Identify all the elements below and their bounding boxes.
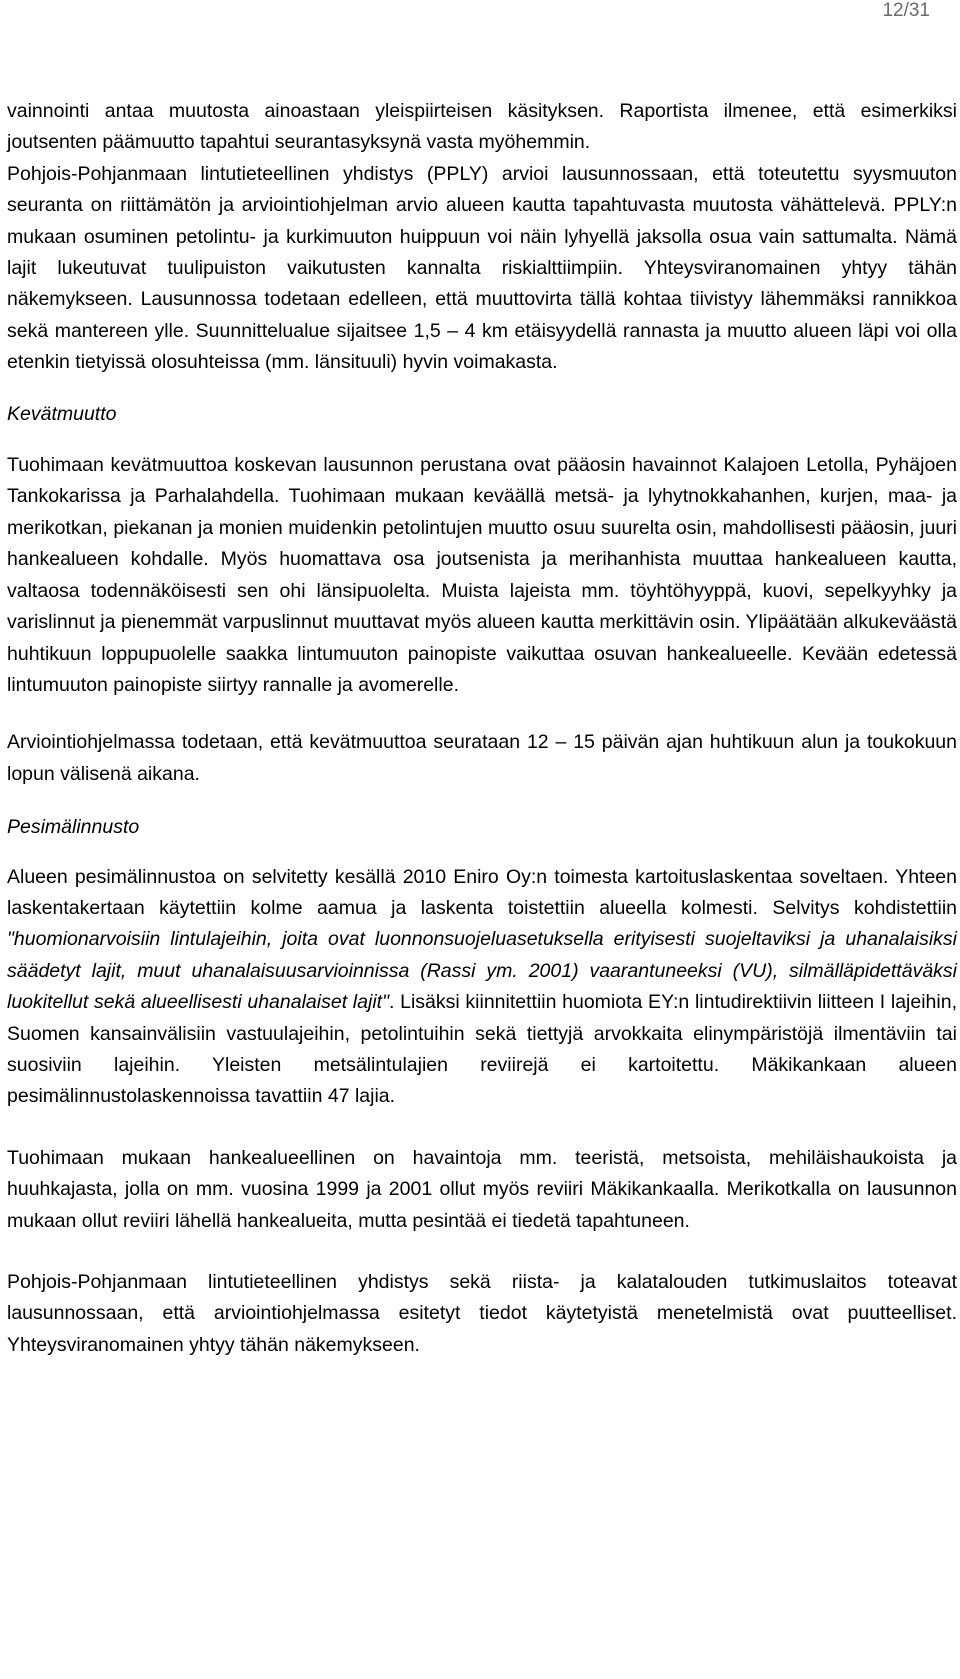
document-body [7,96,957,1361]
paragraph: Pohjois-Pohjanmaan lintutieteellinen yhdistys (PPLY) arvioi lausunnossaan, että toteutettu syysmuuton seuranta on riittämätön ja arviointiohjelman arvio alueen kautta tapahtuvasta muutosta vähättelevä. PPLY:n mukaan osuminen petolintu- ja kurkimuuton huippuun voi näin lyhyellä jaksolla osua vain sattumalta. Nämä lajit lukeutuvat tuulipuiston vaikutusten kannalta riskialttiimpiin. Yhteysviranomainen yhtyy tähän näkemykseen. Lausunnossa todetaan edelleen, että muuttovirta tällä kohtaa tiivistyy lähemmäksi rannikkoa sekä mantereen ylle. Suunnittelualue sijaitsee 1,5 – 4 km etäisyydellä rannasta ja muutto alueen läpi voi olla etenkin tietyissä olosuhteissa (mm. länsituuli) hyvin voimakasta. [7,162,957,374]
paragraph: Arviointiohjelmassa todetaan, että kevätmuuttoa seurataan 12 – 15 päivän ajan huhtikuun alun ja toukokuun lopun välisenä aikana. [7,731,957,785]
paragraph: vainnointi antaa muutosta ainoastaan yleispiirteisen käsityksen. Raportista ilmenee, että esimerkiksi joutsenten päämuutto tapahtui seurantasyksynä vasta myöhemmin. [7,100,957,154]
paragraph: Pohjois-Pohjanmaan lintutieteellinen yhdistys sekä riista- ja kalatalouden tutkimuslaitos toteavat lausunnossaan, että arviointiohjelmassa esitetyt tiedot käytetyistä menetelmistä ovat puutteelliset. Yhteysviranomainen yhtyy tähän näkemykseen. [7,1271,957,1356]
paragraph [7,862,957,1113]
page-number: 12/31 [882,0,930,21]
paragraph-text: . Lisäksi kiinnitettiin huomiota EY:n lintudirektiivin liitteen I lajeihin, Suomen kansainvälisiin vastuulajeihin, petolintuihin sekä tiettyjä arvokkaita elinympäristöjä ilmentäviin tai suosiviin lajeihin. Yleisten metsälintulajien reviirejä ei kartoitettu. Mäkikankaan alueen pesimälinnustolaskennoissa tavattiin 47 lajia. [7,991,957,1108]
quoted-definition: "huomionarvoisiin lintulajeihin, joita ovat luonnonsuojeluasetuksella erityisesti suojeltaviksi ja uhanalaisiksi säädetyt lajit, muut uhanalaisuusarvioinnissa (Rassi ym. 2001) vaarantuneeksi (VU), silmälläpidettäväksi luokitellut sekä alueellisesti uhanalaiset lajit" [7,928,957,1014]
section-heading-pesimalinnusto: Pesimälinnusto [7,816,140,839]
section-heading-kevatmuutto: Kevätmuutto [7,402,117,425]
paragraph-text: Alueen pesimälinnustoa on selvitetty kesällä 2010 Eniro Oy:n toimesta kartoituslaskentaa soveltaen. Yhteen laskentakertaan käytettiin kolme aamua ja laskenta toistettiin alueella kolmesti. Selvitys kohdistettiin [7,865,957,919]
paragraph: Tuohimaan kevätmuuttoa koskevan lausunnon perustana ovat pääosin havainnot Kalajoen Letolla, Pyhäjoen Tankokarissa ja Parhalahdella. Tuohimaan mukaan keväällä metsä- ja lyhytnokkahanhen, kurjen, maa- ja merikotkan, piekanan ja monien muidenkin petolintujen muutto osuu suurelta osin, mahdollisesti pääosin, juuri hankealueen kohdalle. Myös huomattava osa joutsenista ja merihanhista muuttaa hankealueen kautta, valtaosa todennäköisesti sen ohi länsipuolelta. Muista lajeista mm. töyhtöhyyppä, kuovi, sepelkyyhky ja varislinnut ja pienemmät varpuslinnut muuttavat myös alueen kautta merkittävin osin. Ylipäätään alkukeväästä huhtikuun loppupuolelle saakka lintumuuton painopiste vaikuttaa osuvan hankealueelle. Kevään edetessä lintumuuton painopiste siirtyy rannalle ja avomerelle. [7,454,957,696]
paragraph: Tuohimaan mukaan hankealueellinen on havaintoja mm. teeristä, metsoista, mehiläishaukoista ja huuhkajasta, jolla on mm. vuosina 1999 ja 2001 ollut myös reviiri Mäkikankaalla. Merikotkalla on lausunnon mukaan ollut reviiri lähellä hankealueita, mutta pesintää ei tiedetä tapahtuneen. [7,1146,957,1232]
